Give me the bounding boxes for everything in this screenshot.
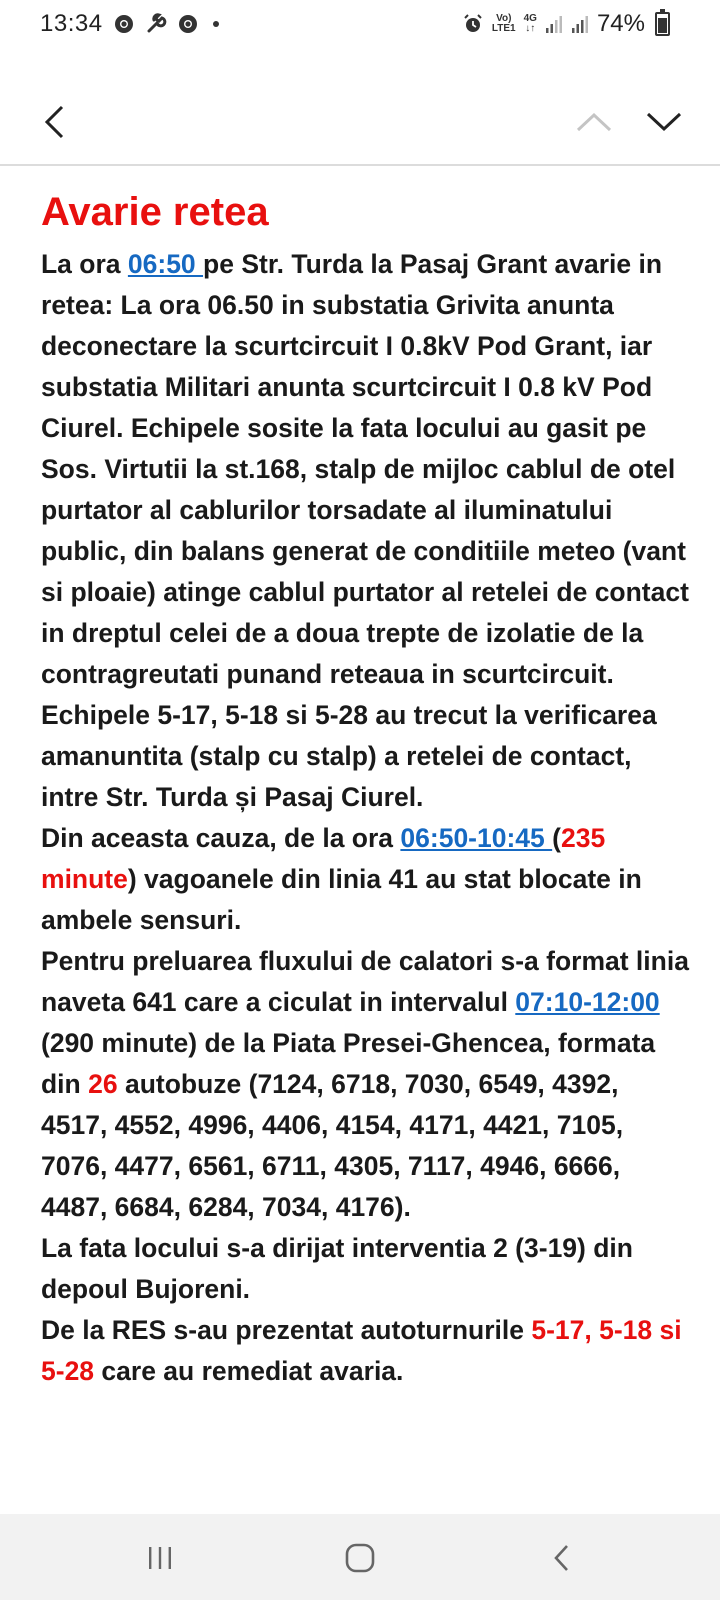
status-time: 13:34 <box>40 10 103 37</box>
time-interval-link[interactable]: 06:50-10:45 <box>400 823 553 853</box>
paragraph-incident: La ora 06:50 pe Str. Turda la Pasaj Grant avarie in retea: La ora 06.50 in substatia Grivita anunta deconectare la scurtcircuit I 0.8kV Pod Grant, iar substatia Militari anunta scurtcircuit I 0.8 kV Pod Ciurel. Echipele sosite la fata locului au gasit pe Sos. Virtutii la st.168, stalp de mijloc cablul de otel purtator al cablurilor torsadate al iluminatului public, din balans generat de conditiile meteo (vant si ploaie) atinge cablul purtator al retelei de contact in dreptul celei de a doua trepte de izolatie de la contragreutati punand reteaua in scurtcircuit. <box>41 249 689 689</box>
signal-icon <box>545 14 563 34</box>
volte-indicator: Vo) LTE1 <box>491 13 516 34</box>
system-back-button[interactable] <box>538 1534 586 1582</box>
paragraph-res: De la RES s-au prezentat autoturnurile 5-17, 5-18 si 5-28 care au remediat avaria. <box>41 1315 682 1386</box>
duration-highlight: 235 minute <box>41 823 606 894</box>
back-arrow-icon <box>551 1542 573 1574</box>
chevron-down-icon <box>646 111 682 133</box>
next-button[interactable] <box>642 100 686 144</box>
chevron-left-icon <box>42 104 66 140</box>
shuttle-interval-link[interactable]: 07:10-12:00 <box>515 987 660 1017</box>
paragraph-blocked: Din aceasta cauza, de la ora 06:50-10:45 (235 minute) vagoanele din linia 41 au stat blocate in ambele sensuri. <box>41 823 642 935</box>
chevron-up-icon <box>576 111 612 133</box>
signal-icon <box>571 14 589 34</box>
home-icon <box>344 1542 376 1574</box>
paragraph-teams: Echipele 5-17, 5-18 si 5-28 au trecut la verificarea amanuntita (stalp cu stalp) a retelei de contact, intre Str. Turda și Pasaj Ciurel. <box>41 700 657 812</box>
chrome-icon <box>177 13 199 35</box>
battery-icon <box>655 12 670 36</box>
network-type: 4G ↓↑ <box>523 13 537 34</box>
recents-button[interactable] <box>136 1534 184 1582</box>
article <box>41 186 691 1392</box>
time-link[interactable]: 06:50 <box>127 249 204 279</box>
article-title: Avarie retea <box>41 190 269 234</box>
wrench-icon <box>145 13 167 35</box>
back-button[interactable] <box>32 100 76 144</box>
chrome-icon <box>113 13 135 35</box>
system-navigation-bar <box>0 1514 720 1600</box>
alarm-icon <box>462 13 484 35</box>
home-button[interactable] <box>336 1534 384 1582</box>
notification-dot-icon <box>213 21 219 27</box>
paragraph-shuttle: Pentru preluarea fluxului de calatori s-a format linia naveta 641 care a ciculat in intervalul 07:10-12:00 (290 minute) de la Piata Presei-Ghencea, formata din 26 autobuze (7124, 6718, 7030, 6549, 4392, 4517, 4552, 4996, 4406, 4154, 4171, 4421, 7105, 7076, 4477, 6561, 6711, 4305, 7117, 4946, 6666, 4487, 6684, 6284, 7034, 4176). <box>41 946 689 1222</box>
top-navigation <box>0 80 720 166</box>
paragraph-intervention: La fata locului s-a dirijat interventia 2 (3-19) din depoul Bujoreni. <box>41 1233 633 1304</box>
battery-percent: 74% <box>596 10 645 37</box>
status-bar <box>0 0 720 54</box>
bus-count-highlight: 26 <box>88 1069 118 1099</box>
tower-trucks-highlight: 5-17, 5-18 si 5-28 <box>41 1315 682 1386</box>
recents-icon <box>145 1544 175 1572</box>
previous-button[interactable] <box>572 100 616 144</box>
